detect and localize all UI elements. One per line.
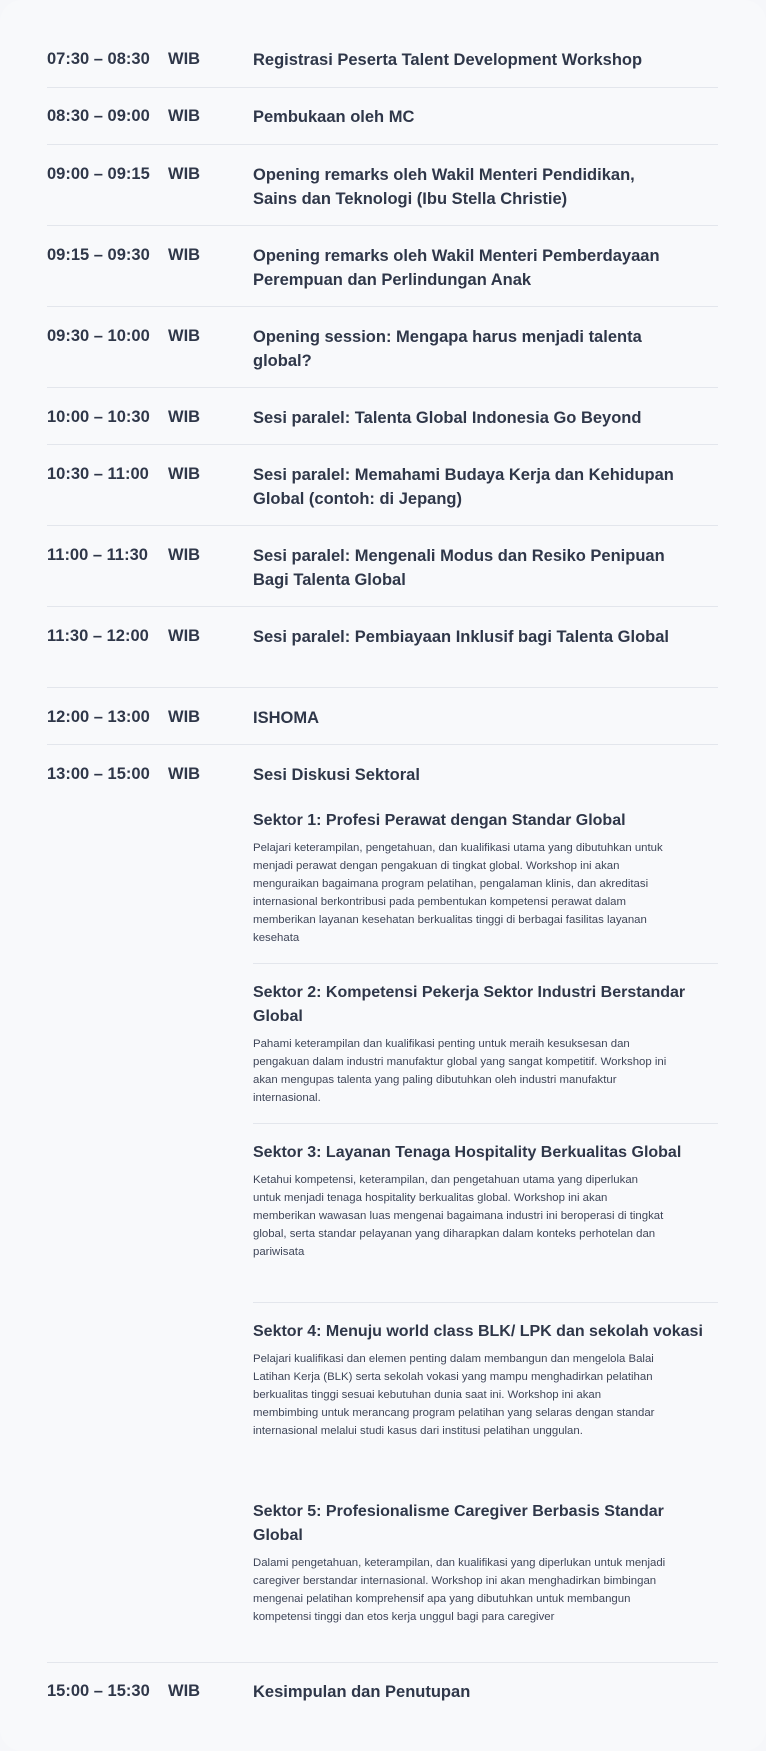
agenda-row (47, 526, 718, 607)
agenda-title: Opening remarks oleh Wakil Menteri Pendidikan, Sains dan Teknologi (Ibu Stella Christie) (253, 166, 635, 208)
agenda-time: 12:00 – 13:00 (47, 708, 150, 726)
agenda-time: 13:00 – 15:00 (47, 765, 150, 783)
agenda-timezone: WIB (168, 408, 201, 426)
agenda-row (47, 88, 718, 145)
agenda-timezone: WIB (168, 246, 201, 264)
agenda-time: 10:00 – 10:30 (47, 408, 150, 426)
agenda-row (47, 1663, 718, 1723)
sector-title: Sektor 3: Layanan Tenaga Hospitality Berkualitas Global (253, 1144, 682, 1161)
agenda-title: Registrasi Peserta Talent Development Workshop (253, 51, 643, 69)
agenda-time: 09:00 – 09:15 (47, 165, 150, 183)
agenda-timezone: WIB (168, 708, 201, 726)
sector-title: Sektor 5: Profesionalisme Caregiver Berbasis Standar Global (253, 1503, 664, 1544)
agenda-row (47, 226, 718, 307)
agenda-timezone: WIB (168, 465, 201, 483)
agenda-title: Sesi paralel: Mengenali Modus dan Resiko Penipuan Bagi Talenta Global (253, 547, 665, 589)
agenda-timezone: WIB (168, 327, 201, 345)
sector-description: Pelajari keterampilan, pengetahuan, dan kualifikasi utama yang dibutuhkan untuk menjadi perawat dengan pengakuan di tingkat global. Workshop ini akan menguraikan bagaimana program pelatihan, pengalaman klinis, dan akreditasi internasional berkontribusi pada pembentukan kompetensi perawat dalam memberikan layanan kesehatan berkualitas tinggi di berbagai fasilitas layanan kesehata (253, 842, 663, 944)
agenda-title: Pembukaan oleh MC (253, 108, 415, 126)
agenda-time: 09:15 – 09:30 (47, 246, 150, 264)
agenda-title: Sesi paralel: Talenta Global Indonesia Go Beyond (253, 409, 642, 427)
sector-description: Pelajari kualifikasi dan elemen penting dalam membangun dan mengelola Balai Latihan Kerja (BLK) serta sekolah vokasi yang mampu menghadirkan pelatihan berkualitas tinggi sesuai kebutuhan dunia saat ini. Workshop ini akan membimbing untuk merancang program pelatihan yang selaras dengan standar internasional melalui studi kasus dari institusi pelatihan unggulan. (253, 1353, 655, 1437)
agenda-row (47, 388, 718, 445)
agenda-timezone: WIB (168, 165, 201, 183)
sector-description: Dalami pengetahuan, keterampilan, dan kualifikasi yang diperlukan untuk menjadi caregiver berstandar internasional. Workshop ini akan menghadirkan bimbingan mengenai pelatihan komprehensif apa yang dibutuhkan untuk membangun kompetensi tinggi dan etos kerja unggul bagi para caregiver (253, 1557, 666, 1623)
agenda-time: 09:30 – 10:00 (47, 327, 150, 345)
agenda-timezone: WIB (168, 1682, 201, 1700)
agenda-row (47, 607, 718, 688)
agenda-timezone: WIB (168, 546, 201, 564)
agenda-time: 10:30 – 11:00 (47, 465, 149, 483)
sector-item (253, 1141, 718, 1303)
agenda-title: Sesi paralel: Memahami Budaya Kerja dan Kehidupan Global (contoh: di Jepang) (253, 466, 674, 508)
agenda-timezone: WIB (168, 50, 201, 68)
agenda-timezone: WIB (168, 627, 201, 645)
agenda-row (47, 145, 718, 226)
sector-item (253, 981, 718, 1124)
agenda-title: Kesimpulan dan Penutupan (253, 1683, 471, 1701)
sector-title: Sektor 1: Profesi Perawat dengan Standar Global (253, 812, 626, 829)
agenda-row (47, 688, 718, 745)
agenda-row (47, 445, 718, 526)
agenda-title: Opening remarks oleh Wakil Menteri Pemberdayaan Perempuan dan Perlindungan Anak (253, 247, 660, 289)
agenda-time: 15:00 – 15:30 (47, 1682, 150, 1700)
agenda-time: 11:30 – 12:00 (47, 627, 149, 645)
agenda-row (47, 307, 718, 388)
sector-item (253, 809, 718, 964)
sector-item (253, 1500, 718, 1650)
agenda-title: Sesi Diskusi Sektoral (253, 766, 420, 784)
sector-title: Sektor 2: Kompetensi Pekerja Sektor Industri Berstandar Global (253, 984, 686, 1025)
agenda-timezone: WIB (168, 765, 201, 783)
agenda-time: 08:30 – 09:00 (47, 107, 150, 125)
agenda-timezone: WIB (168, 107, 201, 125)
sector-item (253, 1320, 718, 1490)
agenda-title: Sesi paralel: Pembiayaan Inklusif bagi Talenta Global (253, 628, 669, 646)
sector-title: Sektor 4: Menuju world class BLK/ LPK dan sekolah vokasi (253, 1323, 703, 1340)
agenda-title: Opening session: Mengapa harus menjadi talenta global? (253, 328, 642, 370)
agenda-time: 07:30 – 08:30 (47, 50, 150, 68)
sector-description: Ketahui kompetensi, keterampilan, dan pengetahuan utama yang diperlukan untuk menjadi tenaga hospitality berkualitas global. Workshop ini akan memberikan wawasan luas mengenai bagaimana industri ini beroperasi di tingkat global, serta standar pelayanan yang diharapkan dalam konteks perhotelan dan pariwisata (253, 1174, 664, 1258)
agenda-time: 11:00 – 11:30 (47, 546, 148, 564)
sector-description: Pahami keterampilan dan kualifikasi penting untuk meraih kesuksesan dan pengakuan dalam industri manufaktur global yang sangat kompetitif. Workshop ini akan mengupas talenta yang paling dibutuhkan oleh industri manufaktur internasional. (253, 1038, 667, 1104)
agenda-title: ISHOMA (253, 709, 319, 727)
agenda-row (47, 38, 718, 88)
